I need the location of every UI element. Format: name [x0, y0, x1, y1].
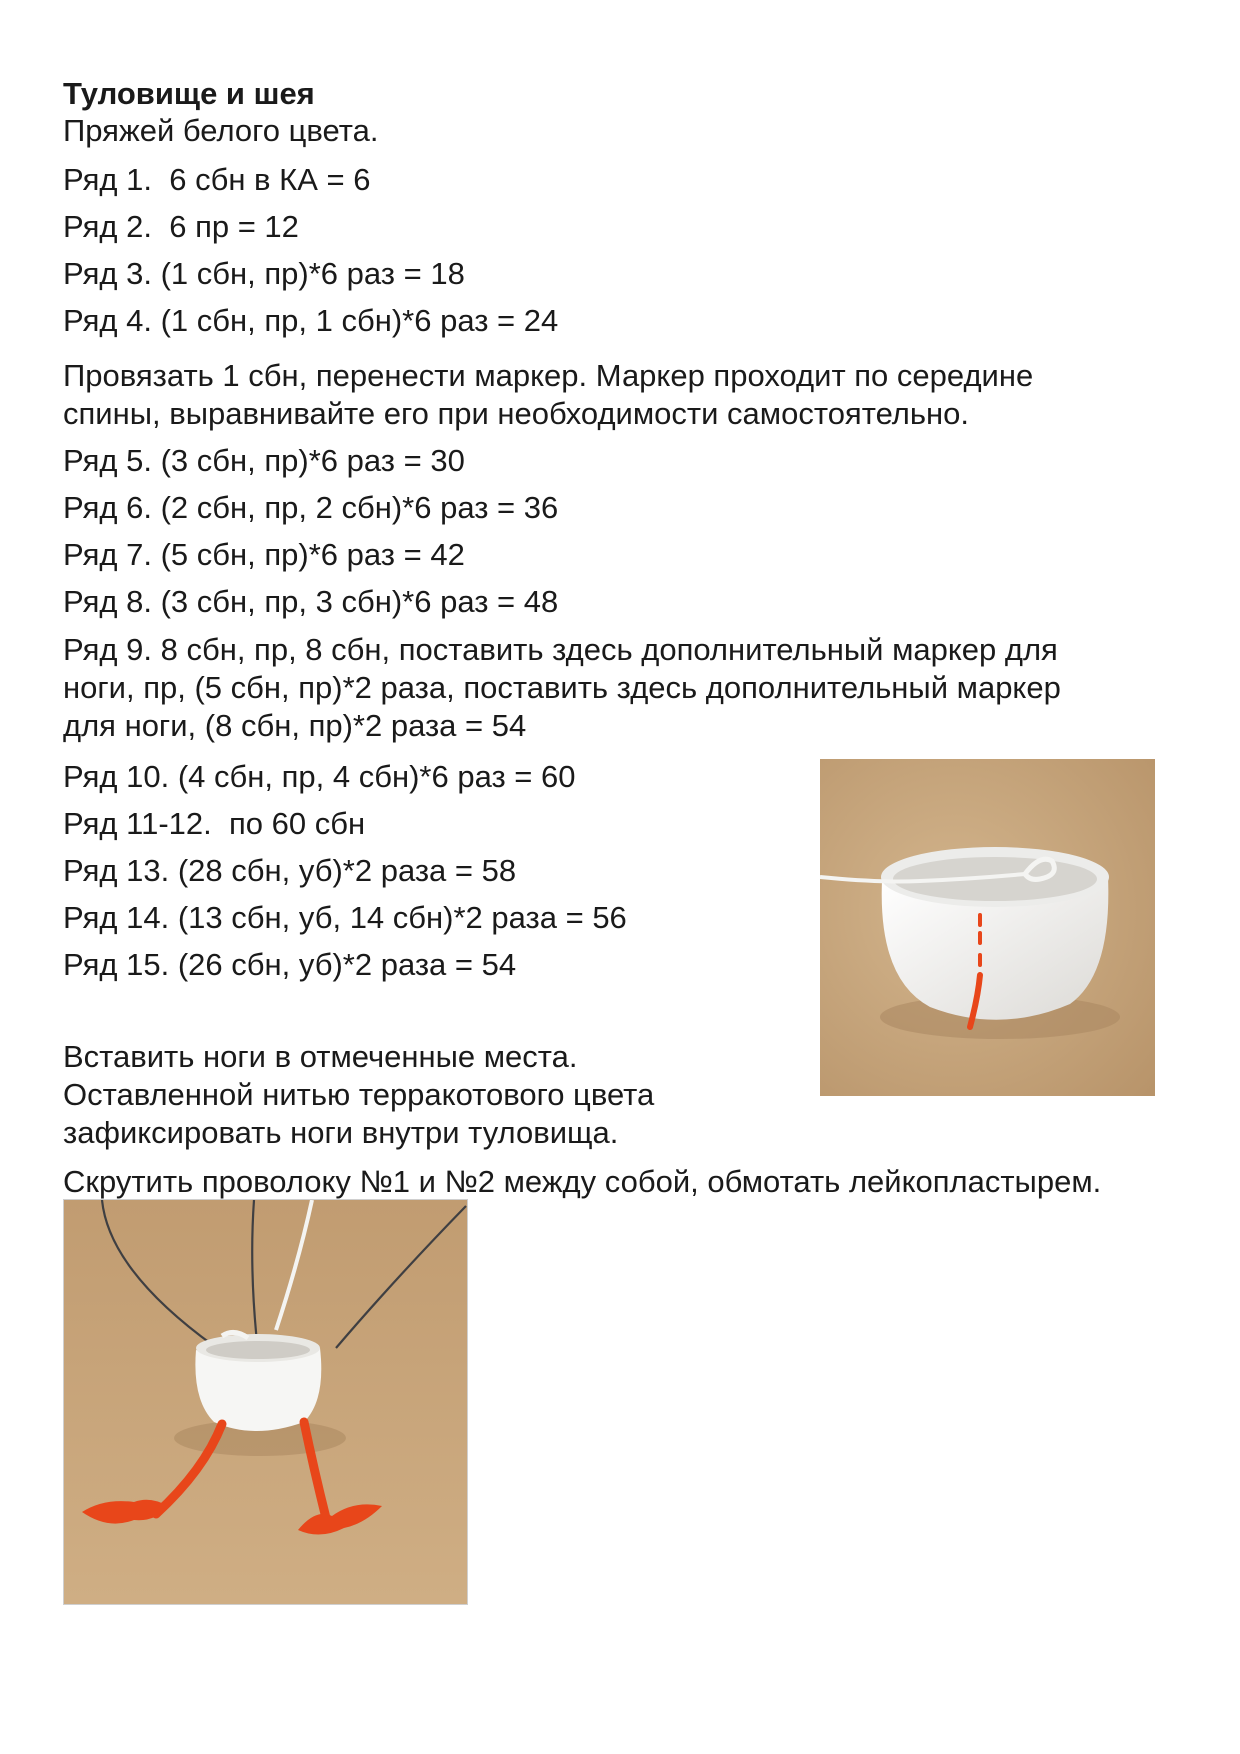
row-instruction: Ряд 8. (3 сбн, пр, 3 сбн)*6 раз = 48 — [63, 584, 559, 619]
legs-note-line: Оставленной нитью терракотового цвета — [63, 1077, 655, 1112]
row9-line: ноги, пр, (5 сбн, пр)*2 раза, поставить здесь дополнительный маркер — [63, 670, 1061, 705]
row-instruction: Ряд 4. (1 сбн, пр, 1 сбн)*6 раз = 24 — [63, 303, 559, 338]
row-instruction: Ряд 1. 6 сбн в КА = 6 — [63, 162, 371, 197]
wire-legs-photo — [63, 1199, 468, 1605]
section-title: Туловище и шея — [63, 76, 315, 111]
row-instruction: Ряд 10. (4 сбн, пр, 4 сбн)*6 раз = 60 — [63, 759, 576, 794]
body-photo — [820, 759, 1155, 1096]
marker-note-line: спины, выравнивайте его при необходимости самостоятельно. — [63, 396, 969, 431]
row-instruction: Ряд 3. (1 сбн, пр)*6 раз = 18 — [63, 256, 465, 291]
legs-note-line: Вставить ноги в отмеченные места. — [63, 1039, 578, 1074]
marker-note-line: Провязать 1 сбн, перенести маркер. Маркер проходит по середине — [63, 358, 1034, 393]
row9-line: для ноги, (8 сбн, пр)*2 раза = 54 — [63, 708, 527, 743]
row-instruction: Ряд 14. (13 сбн, уб, 14 сбн)*2 раза = 56 — [63, 900, 627, 935]
row9-line: Ряд 9. 8 сбн, пр, 8 сбн, поставить здесь дополнительный маркер для — [63, 632, 1058, 667]
row-instruction: Ряд 13. (28 сбн, уб)*2 раза = 58 — [63, 853, 517, 888]
wire-note: Скрутить проволоку №1 и №2 между собой, обмотать лейкопластырем. — [63, 1164, 1102, 1199]
row-instruction: Ряд 15. (26 сбн, уб)*2 раза = 54 — [63, 947, 517, 982]
row-instruction: Ряд 6. (2 сбн, пр, 2 сбн)*6 раз = 36 — [63, 490, 559, 525]
yarn-note: Пряжей белого цвета. — [63, 113, 379, 148]
legs-note-line: зафиксировать ноги внутри туловища. — [63, 1115, 619, 1150]
row-instruction: Ряд 5. (3 сбн, пр)*6 раз = 30 — [63, 443, 465, 478]
row-instruction: Ряд 2. 6 пр = 12 — [63, 209, 299, 244]
row-instruction: Ряд 11-12. по 60 сбн — [63, 806, 366, 841]
row-instruction: Ряд 7. (5 сбн, пр)*6 раз = 42 — [63, 537, 465, 572]
